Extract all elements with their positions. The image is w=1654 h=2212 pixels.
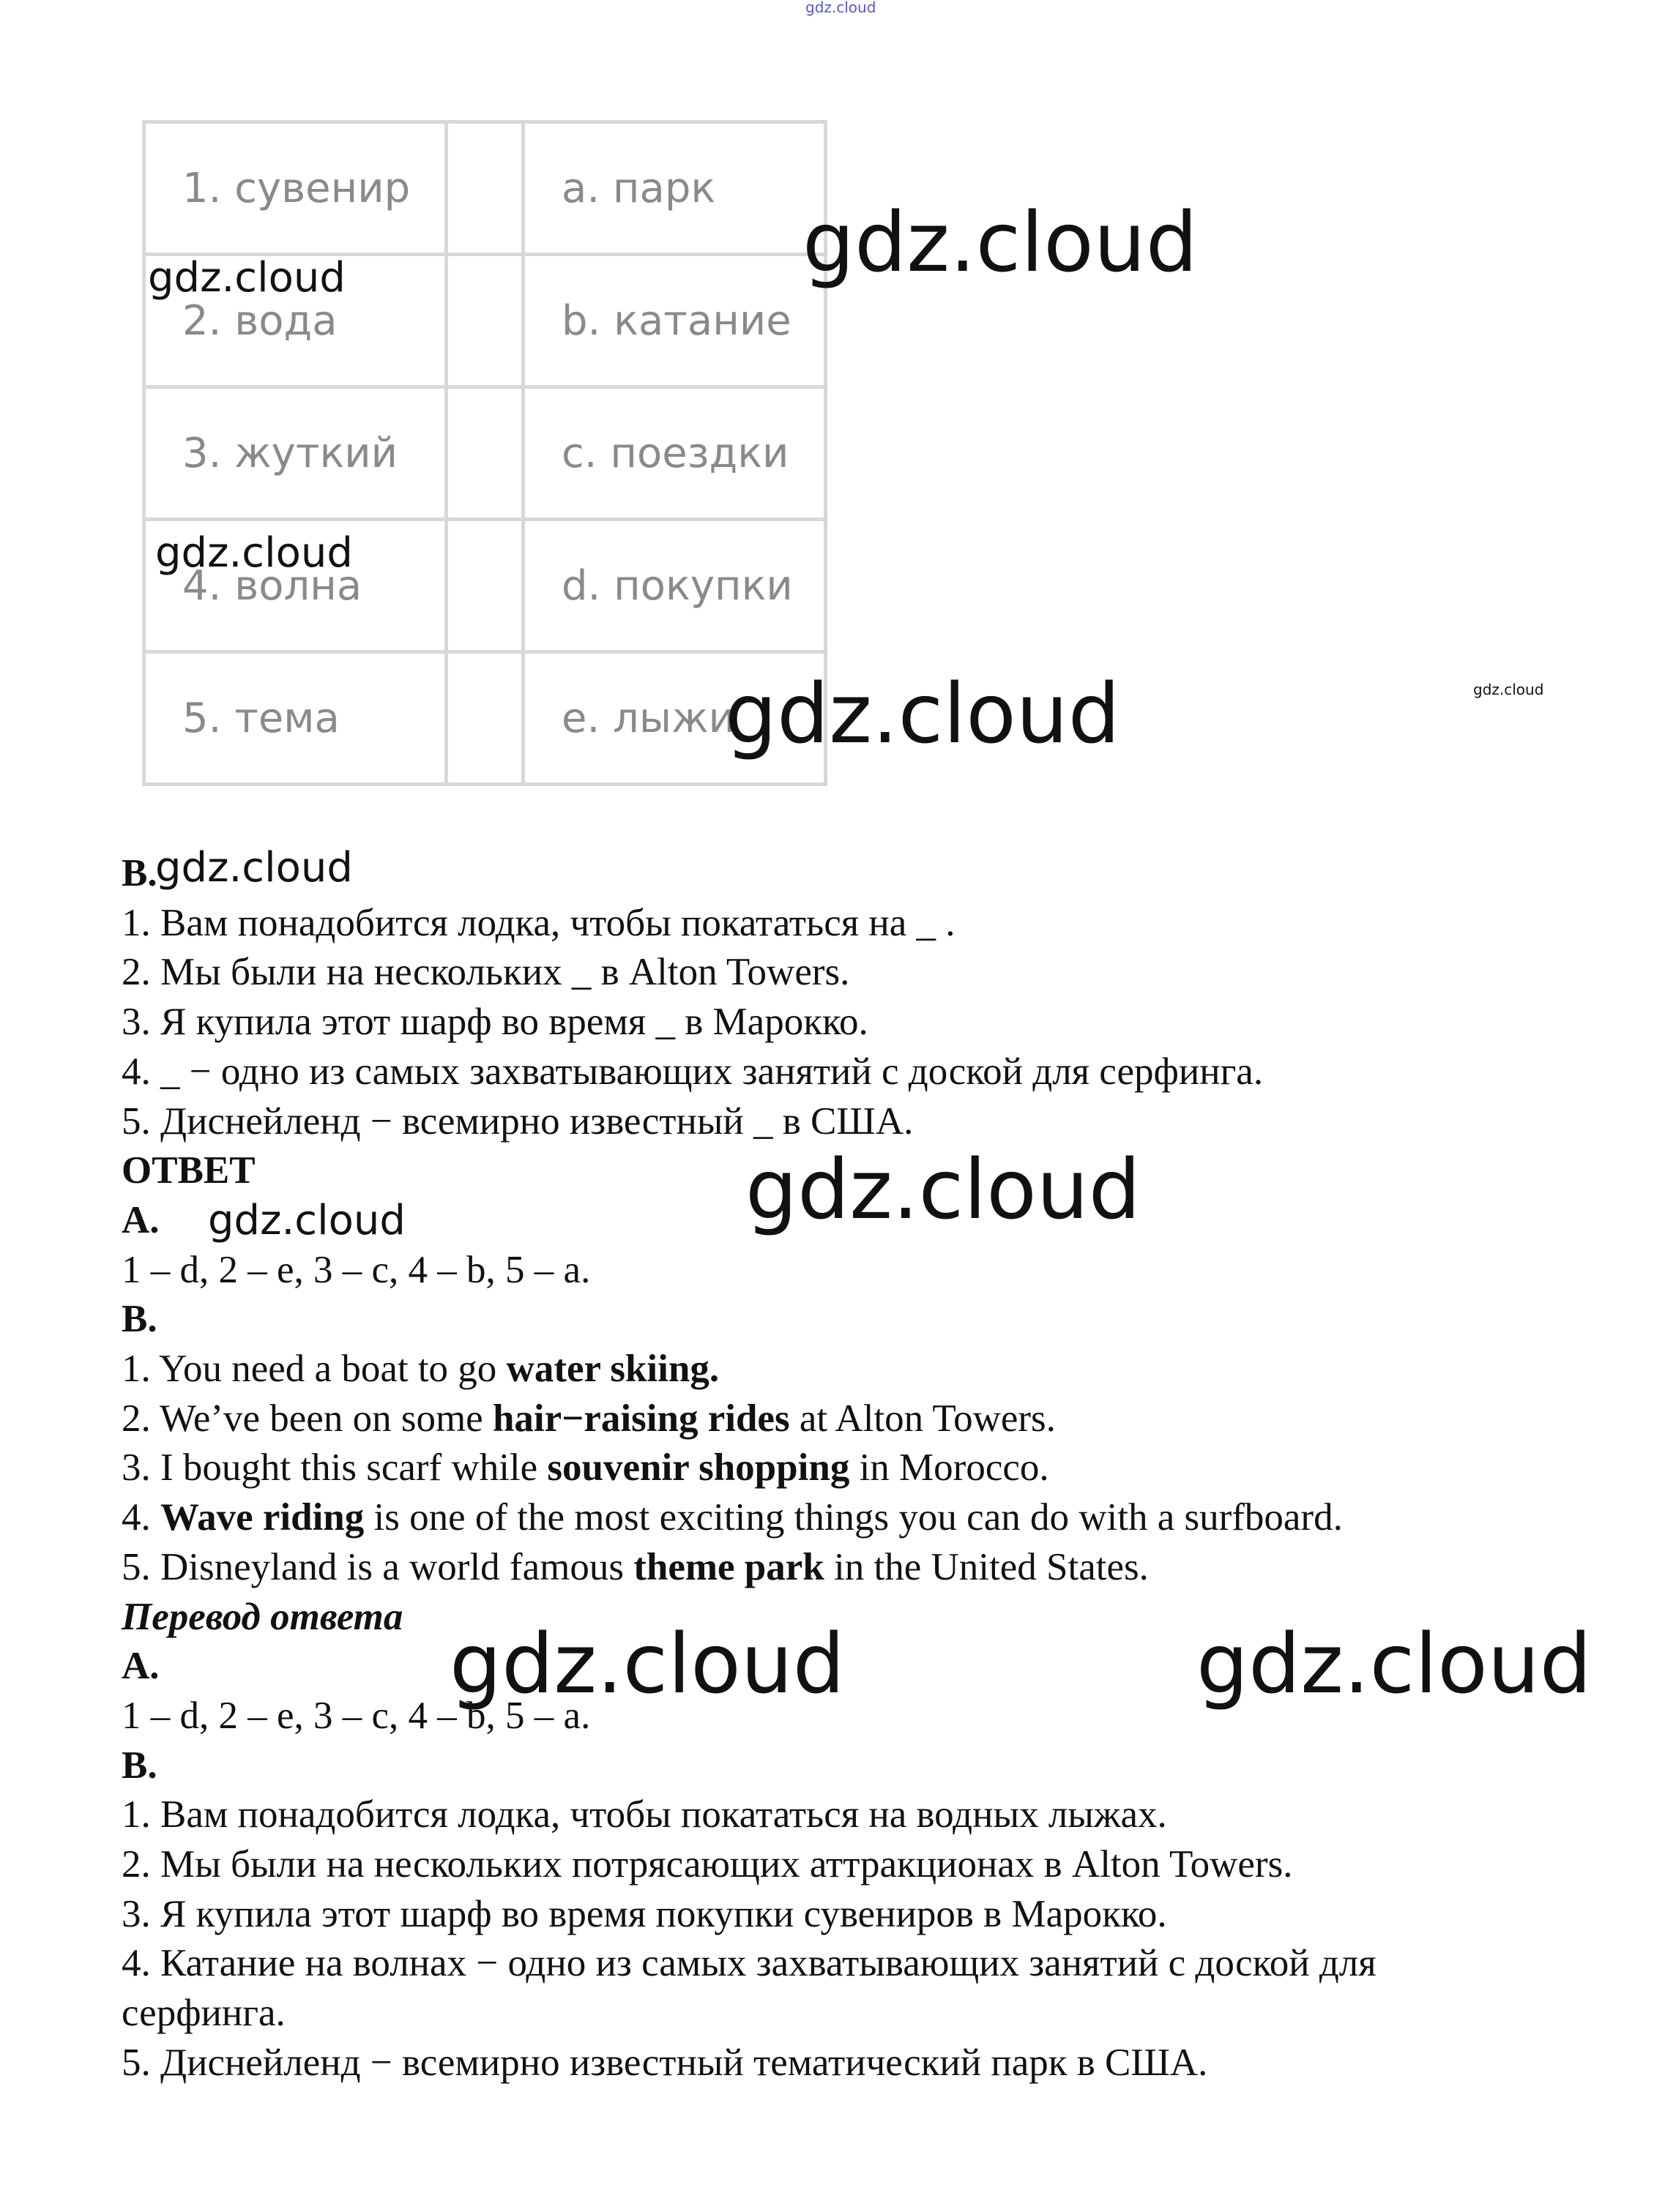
translation-a-text: 1 – d, 2 – e, 3 – c, 4 – b, 5 – a. xyxy=(122,1694,591,1737)
watermark-answer-big: gdz.cloud xyxy=(745,1143,1141,1238)
table-cell-left: 4. волна xyxy=(144,520,447,652)
task-b-item: 2. Мы были на нескольких _ в Alton Towers. xyxy=(122,951,850,994)
table-cell-right: b. катание xyxy=(524,255,826,387)
table-cell-empty xyxy=(447,387,524,520)
table-cell-left: 5. тема xyxy=(144,652,447,785)
watermark-answer-small: gdz.cloud xyxy=(208,1197,406,1244)
table-row xyxy=(144,122,826,255)
table-cell-empty xyxy=(447,652,524,785)
translation-heading: Перевод ответа xyxy=(122,1595,403,1638)
table-cell-left: 2. вода xyxy=(144,255,447,387)
table-cell-right: e. лыжи xyxy=(524,652,826,785)
translation-item: 4. Катание на волнах − одно из самых захватывающих занятий с доской для xyxy=(122,1942,1377,1985)
translation-b-heading: B. xyxy=(122,1744,157,1787)
table-cell-left: 3. жуткий xyxy=(144,387,447,520)
task-b-item: 4. _ − одно из самых захватывающих занятий с доской для серфинга. xyxy=(122,1050,1264,1093)
answer-a-heading: A. xyxy=(122,1198,160,1241)
watermark-translation-right: gdz.cloud xyxy=(1196,1617,1592,1712)
table-cell-right: d. покупки xyxy=(524,520,826,652)
watermark-top: gdz.cloud xyxy=(805,0,876,16)
task-b-item: 3. Я купила этот шарф во время _ в Марокко. xyxy=(122,1001,868,1044)
translation-a-heading: A. xyxy=(122,1645,160,1688)
table-cell-empty xyxy=(447,255,524,387)
table-cell-right: a. парк xyxy=(524,122,826,255)
translation-item: 1. Вам понадобится лодка, чтобы покататься на водных лыжах. xyxy=(122,1793,1167,1837)
task-b-item: 5. Диснейленд − всемирно известный _ в США. xyxy=(122,1099,914,1143)
table-row xyxy=(144,652,826,785)
answer-heading: ОТВЕТ xyxy=(122,1149,256,1192)
watermark-row4: gdz.cloud xyxy=(155,529,353,577)
watermark-row5-big: gdz.cloud xyxy=(725,667,1120,762)
answer-item: 5. Disneyland is a world famous theme park in the United States. xyxy=(122,1545,1149,1588)
translation-item: серфинга. xyxy=(122,1992,286,2035)
table-cell-left: 1. сувенир xyxy=(144,122,447,255)
exercise-text xyxy=(122,844,1586,2088)
translation-item: 5. Диснейленд − всемирно известный тематический парк в США. xyxy=(122,2041,1208,2084)
watermark-b-heading: gdz.cloud xyxy=(155,844,353,892)
answer-a-text: 1 – d, 2 – e, 3 – c, 4 – b, 5 – a. xyxy=(122,1248,591,1291)
answer-b-heading: B. xyxy=(122,1298,157,1341)
task-b-item: 1. Вам понадобится лодка, чтобы покататься на _ . xyxy=(122,901,955,944)
table-cell-empty xyxy=(447,520,524,652)
translation-item: 2. Мы были на нескольких потрясающих аттракционах в Alton Towers. xyxy=(122,1843,1293,1886)
table-cell-right: c. поездки xyxy=(524,387,826,520)
task-b-heading: B. xyxy=(122,852,157,894)
answer-item: 3. I bought this scarf while souvenir shopping in Morocco. xyxy=(122,1446,1049,1490)
watermark-translation-left: gdz.cloud xyxy=(450,1617,845,1712)
watermark-right: gdz.cloud xyxy=(1473,681,1544,698)
table-row xyxy=(144,387,826,520)
answer-item: 1. You need a boat to go water skiing. xyxy=(122,1348,720,1391)
answer-item: 2. We’ve been on some hair−raising rides at Alton Towers. xyxy=(122,1397,1056,1440)
answer-item: 4. Wave riding is one of the most exciting things you can do with a surfboard. xyxy=(122,1496,1343,1539)
watermark-row2: gdz.cloud xyxy=(148,254,346,302)
translation-item: 3. Я купила этот шарф во время покупки сувениров в Марокко. xyxy=(122,1892,1167,1935)
table-cell-empty xyxy=(447,122,524,255)
watermark-table-big: gdz.cloud xyxy=(802,195,1198,291)
